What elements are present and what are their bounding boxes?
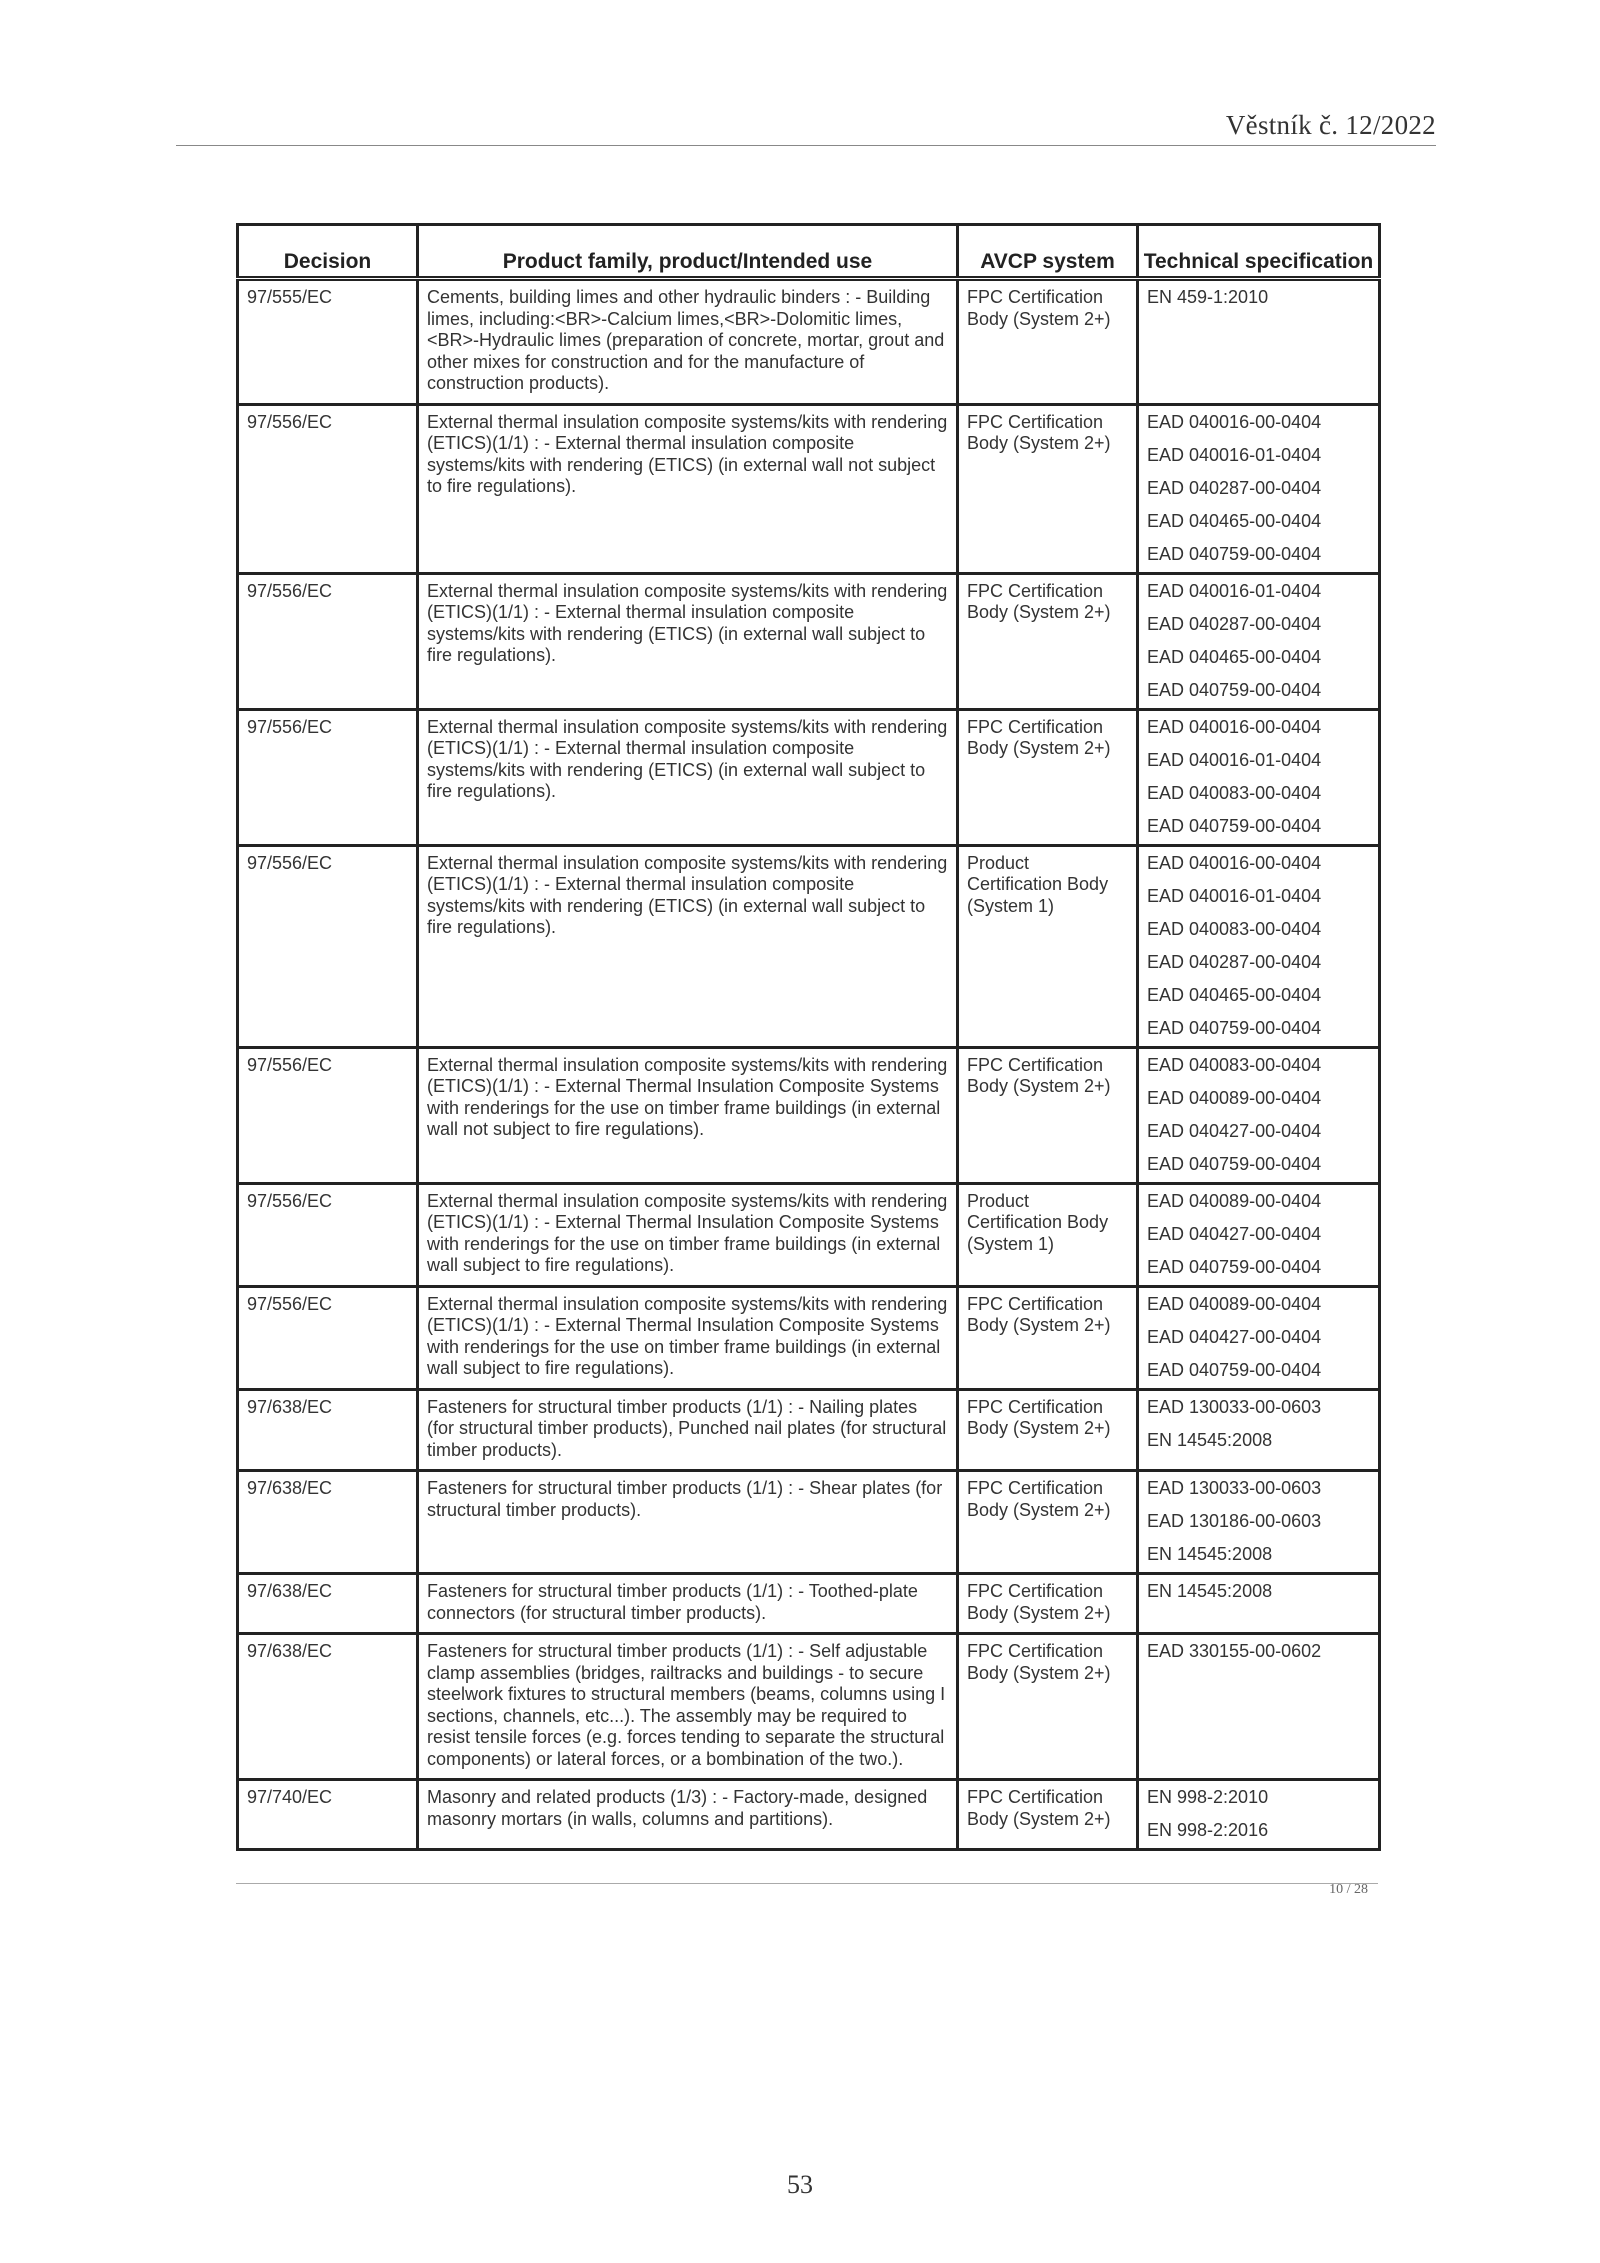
- specification-item: EAD 040089-00-0404: [1147, 1087, 1322, 1108]
- product-cell: External thermal insulation composite systems/kits with rendering (ETICS)(1/1) : - External Thermal Insulation Composite Systems with renderings for the use on timber frame buildings (in external wall subject to fire regulations).: [418, 1183, 958, 1286]
- specification-item: EAD 040759-00-0404: [1147, 815, 1322, 836]
- avcp-cell: FPC Certification Body (System 2+): [958, 1047, 1138, 1183]
- specification-item: EAD 040083-00-0404: [1147, 1054, 1322, 1075]
- decision-cell: 97/556/EC: [238, 1047, 418, 1183]
- avcp-cell: FPC Certification Body (System 2+): [958, 573, 1138, 709]
- table-header-row: [238, 225, 1380, 279]
- decision-cell: 97/556/EC: [238, 573, 418, 709]
- specification-item: EN 14545:2008: [1147, 1581, 1273, 1601]
- decision-cell: 97/556/EC: [238, 1286, 418, 1389]
- product-cell: Fasteners for structural timber products (1/1) : - Self adjustable clamp assemblies (bridges, railtracks and buildings - to secure steelwork fixtures to structural members (beams, columns using I sections, channels, etc...). The assembly may be required to resist tensile forces (e.g. forces tending to separate the structural components) or lateral forces, or a bombination of the two.).: [418, 1634, 958, 1780]
- specification-item: EAD 040465-00-0404: [1147, 984, 1322, 1005]
- table-body: [238, 279, 1380, 1850]
- specification-cell: [1138, 845, 1380, 1047]
- specification-item: EAD 040016-01-0404: [1147, 885, 1322, 906]
- specification-item: EAD 130186-00-0603: [1147, 1511, 1322, 1531]
- specification-item: EAD 040016-01-0404: [1147, 580, 1322, 601]
- specification-cell: [1138, 404, 1380, 573]
- product-cell: External thermal insulation composite systems/kits with rendering (ETICS)(1/1) : - External thermal insulation composite systems/kits with rendering (ETICS) (in external wall not subject to fire regulations).: [418, 404, 958, 573]
- product-cell: External thermal insulation composite systems/kits with rendering (ETICS)(1/1) : - External Thermal Insulation Composite Systems with renderings for the use on timber frame buildings (in external wall subject to fire regulations).: [418, 1286, 958, 1389]
- column-header-decision: Decision: [238, 225, 418, 279]
- specification-item: EAD 040016-00-0404: [1147, 852, 1322, 873]
- product-cell: External thermal insulation composite systems/kits with rendering (ETICS)(1/1) : - External Thermal Insulation Composite Systems with renderings for the use on timber frame buildings (in external wall not subject to fire regulations).: [418, 1047, 958, 1183]
- specification-cell: [1138, 1574, 1380, 1634]
- specification-item: EAD 040016-01-0404: [1147, 444, 1322, 465]
- specification-item: EAD 040016-00-0404: [1147, 411, 1322, 432]
- table-row: [238, 1634, 1380, 1780]
- product-cell: Masonry and related products (1/3) : - Factory-made, designed masonry mortars (in walls, columns and partitions).: [418, 1780, 958, 1850]
- specification-item: EAD 040465-00-0404: [1147, 646, 1322, 667]
- decision-cell: 97/556/EC: [238, 1183, 418, 1286]
- avcp-cell: FPC Certification Body (System 2+): [958, 1780, 1138, 1850]
- product-cell: External thermal insulation composite systems/kits with rendering (ETICS)(1/1) : - External thermal insulation composite systems/kits with rendering (ETICS) (in external wall subject to fire regulations).: [418, 845, 958, 1047]
- specification-item: EN 998-2:2016: [1147, 1820, 1269, 1840]
- specification-item: EAD 040427-00-0404: [1147, 1120, 1322, 1141]
- specification-cell: [1138, 1780, 1380, 1850]
- specification-item: EAD 330155-00-0602: [1147, 1641, 1322, 1661]
- decision-cell: 97/638/EC: [238, 1471, 418, 1574]
- product-cell: External thermal insulation composite systems/kits with rendering (ETICS)(1/1) : - External thermal insulation composite systems/kits with rendering (ETICS) (in external wall subject to fire regulations).: [418, 573, 958, 709]
- specification-item: EAD 040016-00-0404: [1147, 716, 1322, 737]
- header-divider: [176, 145, 1436, 146]
- specification-item: EAD 040465-00-0404: [1147, 510, 1322, 531]
- specification-item: EAD 040427-00-0404: [1147, 1223, 1322, 1244]
- page-number: 53: [787, 2170, 813, 2199]
- table-row: [238, 1389, 1380, 1471]
- table-row: [238, 1471, 1380, 1574]
- specification-item: EAD 130033-00-0603: [1147, 1396, 1322, 1417]
- specification-item: EAD 040427-00-0404: [1147, 1326, 1322, 1347]
- avcp-cell: FPC Certification Body (System 2+): [958, 1634, 1138, 1780]
- specification-cell: [1138, 1634, 1380, 1780]
- column-header-product: Product family, product/Intended use: [418, 225, 958, 279]
- page-fraction: 10 / 28: [1329, 1882, 1368, 1897]
- specification-item: EAD 040287-00-0404: [1147, 477, 1322, 498]
- table-row: [238, 1780, 1380, 1850]
- avcp-cell: FPC Certification Body (System 2+): [958, 1389, 1138, 1471]
- table-row: [238, 279, 1380, 405]
- specification-cell: [1138, 1471, 1380, 1574]
- column-header-specification: Technical specification: [1138, 225, 1380, 279]
- specification-item: EN 998-2:2010: [1147, 1787, 1269, 1807]
- specification-item: EAD 040089-00-0404: [1147, 1293, 1322, 1314]
- avcp-cell: FPC Certification Body (System 2+): [958, 1574, 1138, 1634]
- product-cell: Cements, building limes and other hydraulic binders : - Building limes, including:<BR>-Calcium limes,<BR>-Dolomitic limes,<BR>-Hydraulic limes (preparation of concrete, mortar, grout and other mixes for construction and for the manufacture of construction products).: [418, 279, 958, 405]
- table-row: [238, 1574, 1380, 1634]
- specification-cell: [1138, 573, 1380, 709]
- decision-cell: 97/638/EC: [238, 1389, 418, 1471]
- specification-item: EAD 040083-00-0404: [1147, 782, 1322, 803]
- product-cell: Fasteners for structural timber products (1/1) : - Nailing plates (for structural timber products), Punched nail plates (for structural timber products).: [418, 1389, 958, 1471]
- specification-cell: [1138, 1047, 1380, 1183]
- specification-item: EAD 040759-00-0404: [1147, 1256, 1322, 1277]
- specification-cell: [1138, 279, 1380, 405]
- avcp-cell: Product Certification Body (System 1): [958, 845, 1138, 1047]
- specification-item: EN 14545:2008: [1147, 1544, 1273, 1564]
- specification-cell: [1138, 1286, 1380, 1389]
- table-row: [238, 1047, 1380, 1183]
- product-cell: Fasteners for structural timber products (1/1) : - Shear plates (for structural timber products).: [418, 1471, 958, 1574]
- decision-cell: 97/740/EC: [238, 1780, 418, 1850]
- bulletin-title: Věstník č. 12/2022: [1225, 110, 1436, 140]
- avcp-cell: FPC Certification Body (System 2+): [958, 1471, 1138, 1574]
- decision-cell: 97/638/EC: [238, 1634, 418, 1780]
- table-row: [238, 709, 1380, 845]
- specification-cell: [1138, 1389, 1380, 1471]
- specification-item: EAD 040759-00-0404: [1147, 679, 1322, 700]
- table-row: [238, 845, 1380, 1047]
- specification-item: EAD 040016-01-0404: [1147, 749, 1322, 770]
- avcp-cell: FPC Certification Body (System 2+): [958, 709, 1138, 845]
- specification-cell: [1138, 1183, 1380, 1286]
- decision-cell: 97/556/EC: [238, 404, 418, 573]
- avcp-cell: FPC Certification Body (System 2+): [958, 1286, 1138, 1389]
- specification-item: EAD 040759-00-0404: [1147, 543, 1322, 564]
- specification-item: EN 459-1:2010: [1147, 287, 1269, 307]
- certification-table: [236, 223, 1381, 1851]
- footer-divider: [236, 1883, 1378, 1884]
- specification-item: EAD 040287-00-0404: [1147, 613, 1322, 634]
- specification-item: EAD 040759-00-0404: [1147, 1017, 1322, 1038]
- decision-cell: 97/555/EC: [238, 279, 418, 405]
- table-row: [238, 573, 1380, 709]
- specification-item: EAD 040759-00-0404: [1147, 1359, 1322, 1380]
- specification-cell: [1138, 709, 1380, 845]
- specification-item: EAD 040089-00-0404: [1147, 1190, 1322, 1211]
- decision-cell: 97/556/EC: [238, 845, 418, 1047]
- specification-item: EAD 040287-00-0404: [1147, 951, 1322, 972]
- avcp-cell: FPC Certification Body (System 2+): [958, 404, 1138, 573]
- avcp-cell: Product Certification Body (System 1): [958, 1183, 1138, 1286]
- table-row: [238, 1286, 1380, 1389]
- table-row: [238, 404, 1380, 573]
- specification-item: EAD 040759-00-0404: [1147, 1153, 1322, 1174]
- specification-item: EAD 040083-00-0404: [1147, 918, 1322, 939]
- column-header-avcp: AVCP system: [958, 225, 1138, 279]
- decision-cell: 97/638/EC: [238, 1574, 418, 1634]
- product-cell: Fasteners for structural timber products (1/1) : - Toothed-plate connectors (for structural timber products).: [418, 1574, 958, 1634]
- specification-item: EN 14545:2008: [1147, 1429, 1273, 1450]
- specification-item: EAD 130033-00-0603: [1147, 1478, 1322, 1498]
- table-row: [238, 1183, 1380, 1286]
- avcp-cell: FPC Certification Body (System 2+): [958, 279, 1138, 405]
- product-cell: External thermal insulation composite systems/kits with rendering (ETICS)(1/1) : - External thermal insulation composite systems/kits with rendering (ETICS) (in external wall subject to fire regulations).: [418, 709, 958, 845]
- decision-cell: 97/556/EC: [238, 709, 418, 845]
